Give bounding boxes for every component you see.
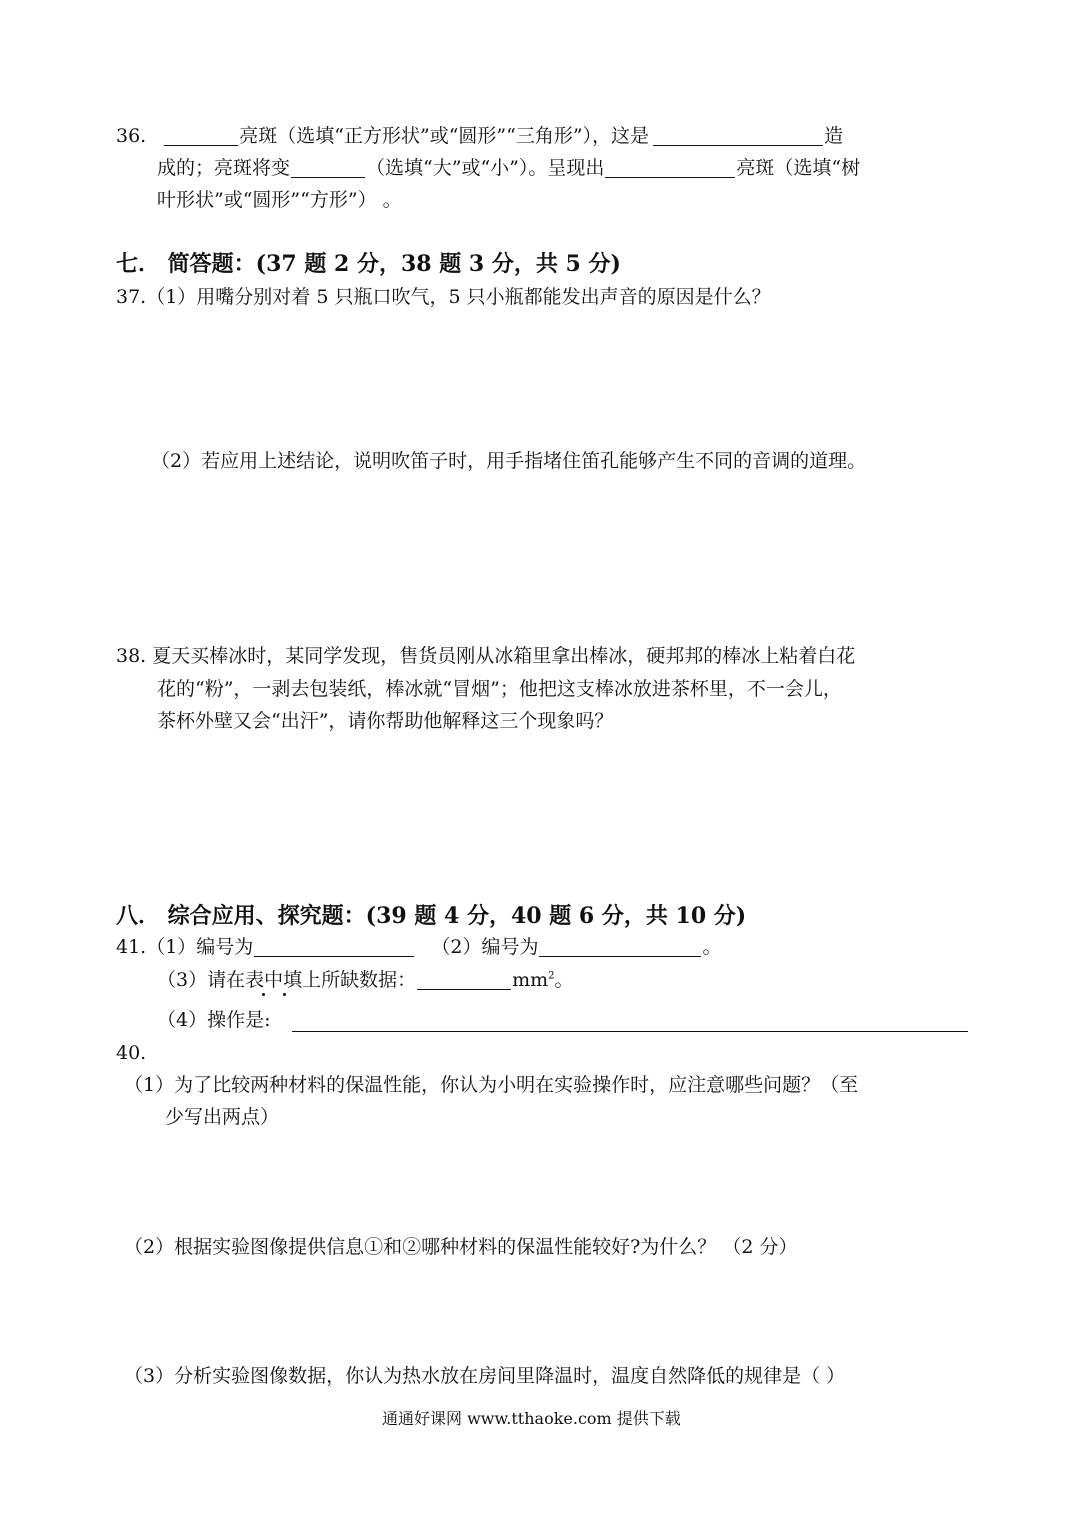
q40-part1-line1: （1）为了比较两种材料的保温性能，你认为小明在实验操作时，应注意哪些问题？（至 — [124, 1074, 859, 1096]
q36-number: 36. — [116, 125, 147, 147]
answer-blank[interactable] — [605, 158, 735, 178]
q37-part2: （2）若应用上述结论，说明吹笛子时，用手指堵住笛孔能够产生不同的音调的道理。 — [151, 450, 867, 472]
q38-line3: 茶杯外壁又会“出汗”，请你帮助他解释这三个现象吗？ — [157, 710, 614, 732]
q41-line3: （3）请在表中填上所缺数据： $mm^2$。 — [157, 969, 574, 991]
emphasis-dot — [283, 993, 286, 996]
q38-line2: 花的“粉”，一剥去包装纸，棒冰就“冒烟”；他把这支棒冰放进茶杯里，不一会儿， — [157, 678, 842, 700]
q37-part1: 37.（1）用嘴分别对着 5 只瓶口吹气，5 只小瓶都能发出声音的原因是什么？ — [116, 286, 771, 308]
q40-part3: （3）分析实验图像数据，你认为热水放在房间里降温时，温度自然降低的规律是（ ） — [124, 1365, 846, 1387]
q38-line1: 38. 夏天买棒冰时，某同学发现，售货员刚从冰箱里拿出棒冰，硬邦邦的棒冰上粘着白花 — [116, 645, 856, 667]
q40-part2: （2）根据实验图像提供信息①和②哪种材料的保温性能较好?为什么？ （2 分） — [124, 1236, 798, 1258]
q36-line3: 叶形状”或“圆形”“方形”） 。 — [157, 189, 402, 211]
answer-blank[interactable] — [254, 937, 414, 957]
answer-blank[interactable] — [164, 126, 238, 146]
q36-line2: 成的；亮斑将变 （选填“大”或“小”）。呈现出 亮斑（选填“树 — [157, 157, 861, 179]
q36-line1: 36. 亮斑（选填“正方形状”或“圆形”“三角形”），这是 造 — [116, 125, 844, 147]
answer-blank[interactable] — [653, 126, 823, 146]
q40-part1-line2: 少写出两点） — [165, 1106, 280, 1128]
answer-blank[interactable] — [417, 970, 511, 990]
q40-number: 40. — [116, 1042, 147, 1064]
q41-line1: 41.（1）编号为 （2）编号为 。 — [116, 936, 722, 958]
page-footer: 通通好课网 www.tthaoke.com 提供下载 — [382, 1409, 681, 1428]
emphasis-dot — [262, 993, 265, 996]
answer-blank[interactable] — [539, 937, 701, 957]
section7-title: 七． 简答题：(37 题 2 分，38 题 3 分，共 5 分) — [116, 251, 621, 277]
answer-blank[interactable] — [291, 158, 365, 178]
q41-line4: （4）操作是: — [157, 1009, 271, 1031]
answer-blank-long[interactable] — [292, 1012, 968, 1032]
section8-title: 八． 综合应用、探究题：(39 题 4 分，40 题 6 分，共 10 分) — [116, 903, 747, 929]
